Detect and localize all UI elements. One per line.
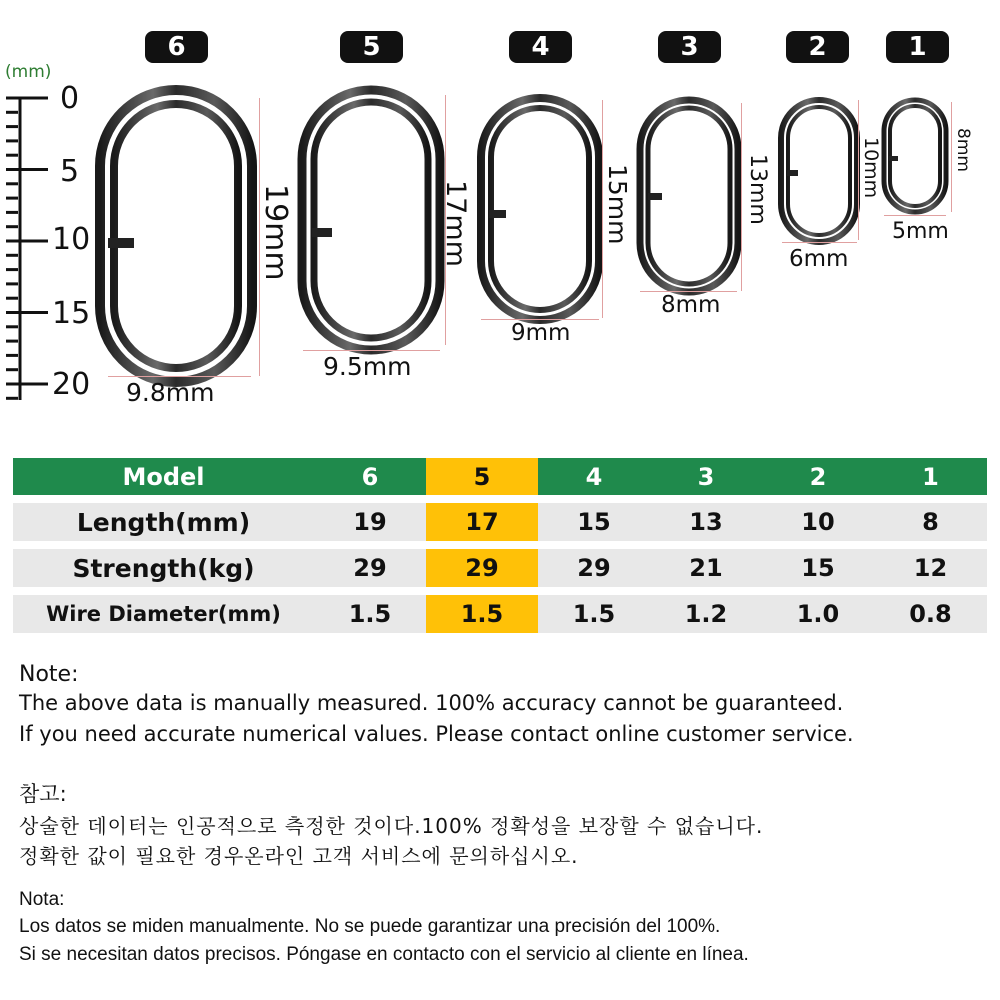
note-es-line1: Los datos se miden manualmente. No se puede garantizar una precisión del 100%. <box>19 916 721 937</box>
unit-label: (mm) <box>5 62 52 82</box>
width-label-6: 9.8mm <box>126 378 215 407</box>
model-badge-2: 2 <box>786 31 849 63</box>
length-label-3: 13mm <box>745 154 770 225</box>
model-badge-1: 1 <box>886 31 949 63</box>
split-ring-3 <box>640 100 738 292</box>
split-ring-2 <box>781 100 857 242</box>
split-ring-1 <box>884 100 946 212</box>
ruler <box>6 97 48 400</box>
width-label-3: 8mm <box>661 292 721 318</box>
table-cell: 12 <box>874 549 987 587</box>
note-es-title: Nota: <box>19 889 65 910</box>
table-cell: 29 <box>426 549 538 587</box>
width-label-2: 6mm <box>789 246 849 272</box>
table-cell: 15 <box>538 503 650 541</box>
note-ko-line1: 상술한 데이터는 인공적으로 측정한 것이다.100% 정확성을 보장할 수 없습니다. <box>19 814 764 838</box>
split-ring-4 <box>481 98 599 320</box>
row-label: Strength(kg) <box>13 549 314 587</box>
header-col: 6 <box>314 458 426 495</box>
ruler-label-0: 0 <box>60 81 80 116</box>
note-es-line2: Si se necesitan datos precisos. Póngase en contacto con el servicio al cliente en línea. <box>19 944 749 965</box>
table-cell: 1.5 <box>314 595 426 633</box>
table-cell: 1.2 <box>650 595 762 633</box>
split-ring-5 <box>302 90 440 350</box>
width-label-4: 9mm <box>511 320 571 346</box>
header-col: 2 <box>762 458 874 495</box>
split-ring-6 <box>100 90 252 382</box>
model-badge-6: 6 <box>145 31 208 63</box>
note-en-line2: If you need accurate numerical values. Please contact online customer service. <box>19 722 854 746</box>
table-cell: 1.0 <box>762 595 874 633</box>
table-cell: 29 <box>314 549 426 587</box>
length-label-6: 19mm <box>258 184 293 281</box>
header-col: 3 <box>650 458 762 495</box>
length-label-4: 15mm <box>603 164 632 245</box>
ruler-label-20: 20 <box>52 367 91 402</box>
note-ko-line2: 정확한 값이 필요한 경우온라인 고객 서비스에 문의하십시오. <box>19 844 579 868</box>
model-badge-3: 3 <box>658 31 721 63</box>
table-cell: 10 <box>762 503 874 541</box>
table-cell: 1.5 <box>426 595 538 633</box>
table-cell: 21 <box>650 549 762 587</box>
table-cell: 15 <box>762 549 874 587</box>
model-badge-4: 4 <box>509 31 572 63</box>
ruler-label-10: 10 <box>52 222 91 257</box>
length-label-2: 10mm <box>860 137 882 199</box>
table-header-row <box>13 458 987 495</box>
header-col: 5 <box>426 458 538 495</box>
row-label: Length(mm) <box>13 503 314 541</box>
model-badge-5: 5 <box>340 31 403 63</box>
table-cell: 19 <box>314 503 426 541</box>
note-en-title: Note: <box>19 662 79 687</box>
table-cell: 0.8 <box>874 595 987 633</box>
table-cell: 17 <box>426 503 538 541</box>
ring-illustration <box>0 0 1000 420</box>
length-label-5: 17mm <box>440 180 471 267</box>
length-label-1: 8mm <box>953 128 973 172</box>
ruler-label-15: 15 <box>52 296 91 331</box>
note-en-line1: The above data is manually measured. 100% accuracy cannot be guaranteed. <box>19 691 844 715</box>
width-label-1: 5mm <box>892 219 949 244</box>
header-col: 1 <box>874 458 987 495</box>
row-label: Wire Diameter(mm) <box>13 595 314 633</box>
table-cell: 13 <box>650 503 762 541</box>
header-model-label: Model <box>13 458 314 495</box>
header-col: 4 <box>538 458 650 495</box>
table-cell: 8 <box>874 503 987 541</box>
table-cell: 29 <box>538 549 650 587</box>
table-cell: 1.5 <box>538 595 650 633</box>
ruler-label-5: 5 <box>60 154 80 189</box>
table-row <box>13 503 987 541</box>
table-row <box>13 595 987 633</box>
spec-table <box>13 450 987 641</box>
width-label-5: 9.5mm <box>323 352 412 381</box>
note-ko-title: 참고: <box>19 782 67 806</box>
table-row <box>13 549 987 587</box>
